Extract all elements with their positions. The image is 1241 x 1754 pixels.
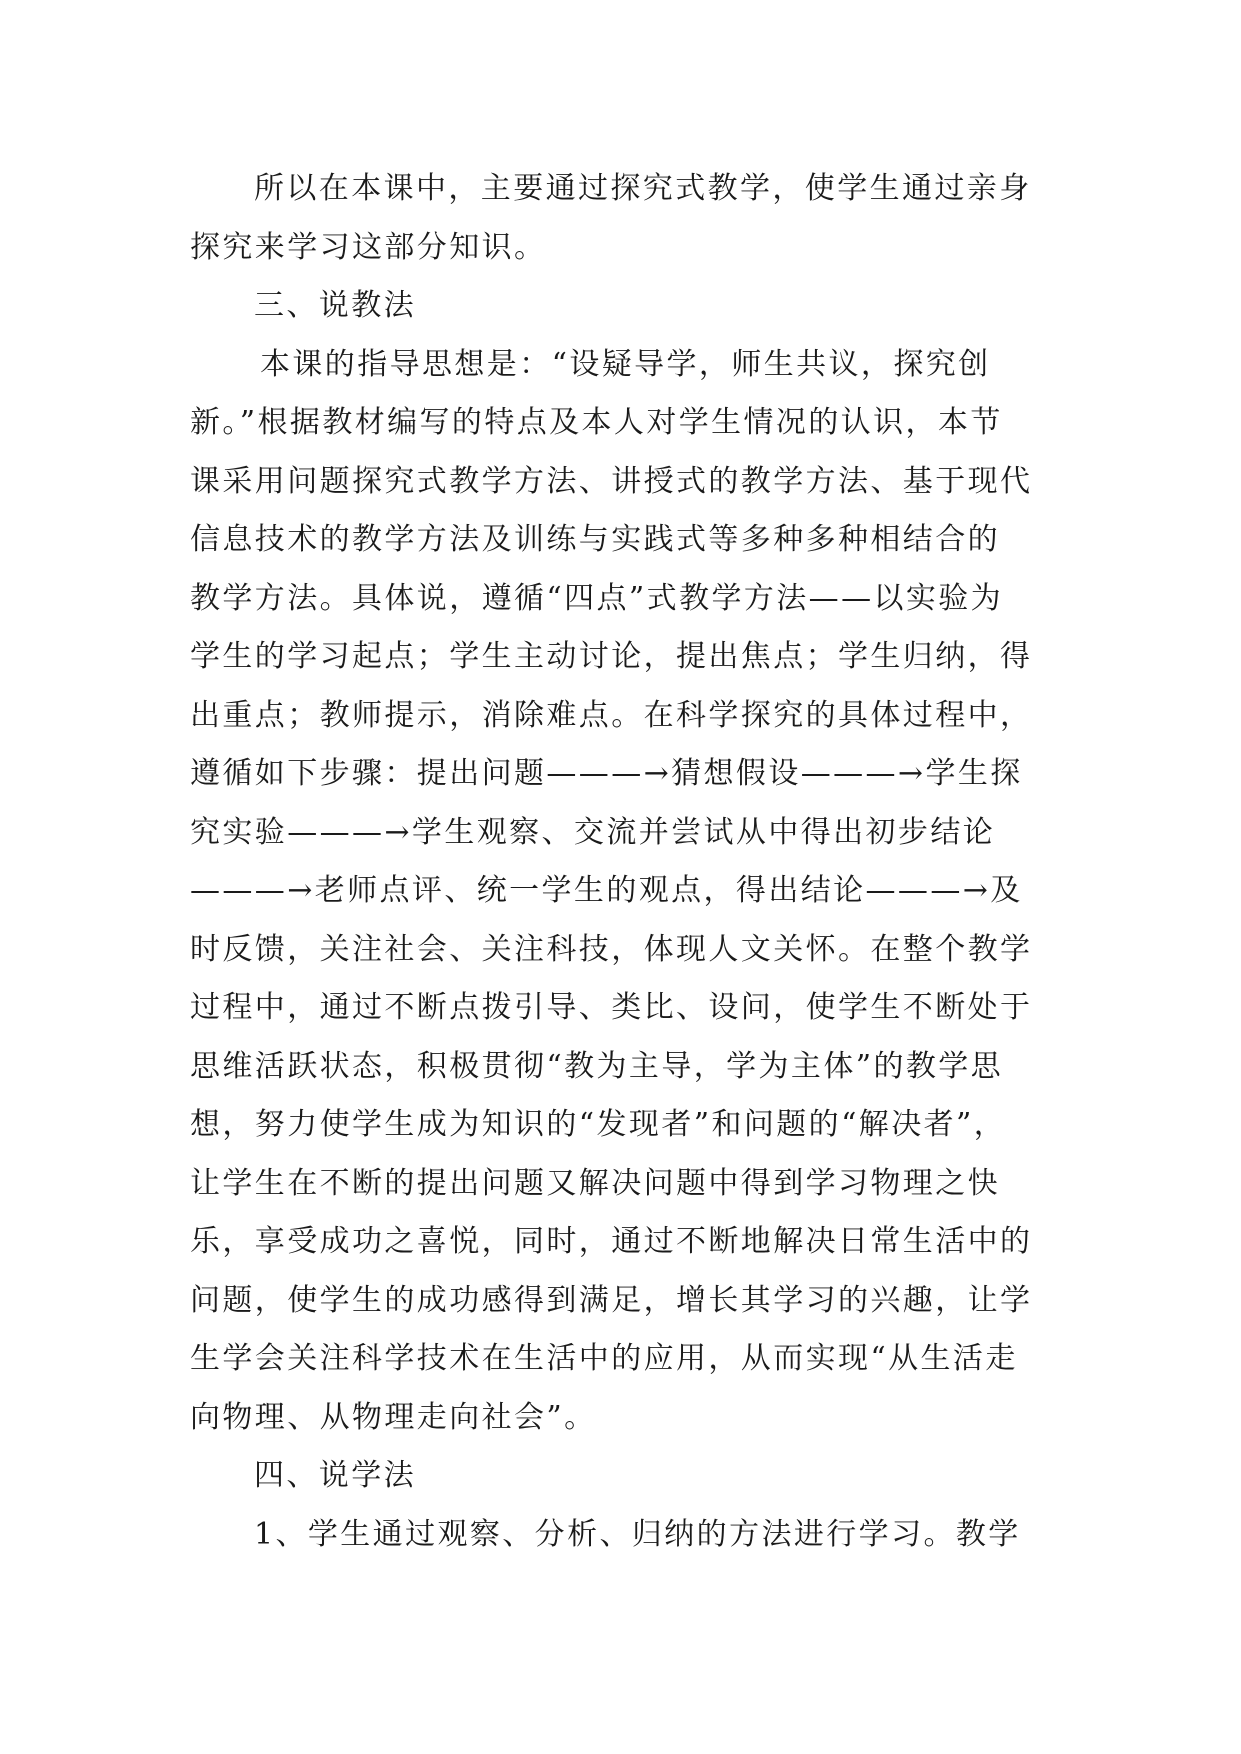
paragraph-line: 信息技术的教学方法及训练与实践式等多种多种相结合的	[190, 522, 1000, 557]
paragraph-line: 究实验———→学生观察、交流并尝试从中得出初步结论	[190, 814, 996, 850]
section-heading: 四、说学法	[254, 1458, 416, 1493]
document-body	[190, 160, 1050, 1564]
paragraph-line: 想，努力使学生成为知识的“发现者”和问题的“解决者”，	[190, 1107, 1007, 1142]
paragraph-line: 时反馈，关注社会、关注科技，体现人文关怀。在整个教学	[190, 931, 1033, 967]
paragraph-line: 本课的指导思想是：“设疑导学，师生共议，探究创	[260, 346, 991, 382]
paragraph-line: 生学会关注科学技术在生活中的应用，从而实现“从生活走	[190, 1341, 1018, 1376]
paragraph-line: 探究来学习这部分知识。	[190, 229, 547, 265]
paragraph-line: 问题，使学生的成功感得到满足，增长其学习的兴趣，让学	[190, 1282, 1033, 1318]
paragraph-line: 乐，享受成功之喜悦，同时，通过不断地解决日常生活中的	[190, 1224, 1033, 1259]
paragraph-line: 教学方法。具体说，遵循“四点”式教学方法——以实验为	[190, 580, 1004, 616]
paragraph-line: 所以在本课中，主要通过探究式教学，使学生通过亲身	[254, 171, 1032, 206]
paragraph-line: 让学生在不断的提出问题又解决问题中得到学习物理之快	[190, 1165, 1000, 1201]
paragraph-line: 课采用问题探究式教学方法、讲授式的教学方法、基于现代	[190, 463, 1033, 499]
paragraph-line: 过程中，通过不断点拨引导、类比、设问，使学生不断处于	[190, 990, 1033, 1025]
paragraph-line: ———→老师点评、统一学生的观点，得出结论———→及	[190, 873, 1023, 908]
section-heading: 三、说教法	[254, 288, 416, 323]
paragraph-line: 遵循如下步骤：提出问题———→猜想假设———→学生探	[190, 756, 1023, 791]
paragraph-line: 学生的学习起点；学生主动讨论，提出焦点；学生归纳，得	[190, 639, 1033, 674]
paragraph-line: 向物理、从物理走向社会”。	[190, 1399, 597, 1435]
paragraph-line: 出重点；教师提示，消除难点。在科学探究的具体过程中，	[190, 697, 1033, 733]
paragraph-line: 1、学生通过观察、分析、归纳的方法进行学习。教学	[254, 1516, 1021, 1552]
paragraph-line: 新。”根据教材编写的特点及本人对学生情况的认识，本节	[190, 405, 1003, 440]
paragraph-line: 思维活跃状态，积极贯彻“教为主导，学为主体”的教学思	[190, 1048, 1004, 1084]
